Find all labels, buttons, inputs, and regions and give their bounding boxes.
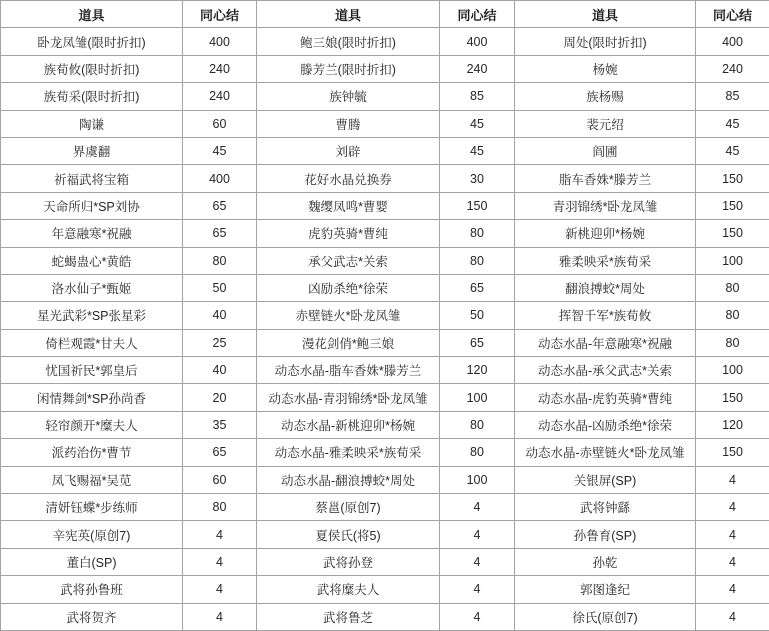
column-header-item-3: 道具 [515,1,696,28]
item-cell: 花好水晶兑换券 [257,165,440,192]
item-cell: 动态水晶-虎豹英骑*曹纯 [515,384,696,411]
value-cell: 60 [183,466,257,493]
value-cell: 150 [440,192,515,219]
value-cell: 80 [440,411,515,438]
value-cell: 100 [696,357,769,384]
item-cell: 裴元绍 [515,110,696,137]
value-cell: 120 [440,357,515,384]
value-cell: 20 [183,384,257,411]
item-cell: 派药治伤*曹节 [1,439,183,466]
item-cell: 孙鲁育(SP) [515,521,696,548]
item-cell: 动态水晶-青羽锦绣*卧龙凤雏 [257,384,440,411]
table-row [1,548,769,575]
value-cell: 4 [440,521,515,548]
value-cell: 80 [696,274,769,301]
item-cell: 洛水仙子*甄姬 [1,274,183,301]
table-row [1,576,769,603]
value-cell: 4 [696,521,769,548]
value-cell: 4 [183,521,257,548]
value-cell: 80 [440,439,515,466]
table-row [1,302,769,329]
item-cell: 族荀攸(限时折扣) [1,55,183,82]
value-cell: 100 [696,247,769,274]
value-cell: 4 [440,494,515,521]
table-body [1,28,769,631]
item-cell: 武将贺齐 [1,603,183,630]
value-cell: 4 [696,603,769,630]
table-row [1,466,769,493]
item-cell: 阎圃 [515,137,696,164]
table-row [1,247,769,274]
value-cell: 150 [696,384,769,411]
item-cell: 承父武志*关索 [257,247,440,274]
table-row [1,329,769,356]
item-cell: 卧龙凤雏(限时折扣) [1,28,183,55]
item-cell: 滕芳兰(限时折扣) [257,55,440,82]
value-cell: 4 [696,466,769,493]
value-cell: 240 [183,55,257,82]
value-cell: 35 [183,411,257,438]
item-cell: 界虞翻 [1,137,183,164]
value-cell: 100 [440,384,515,411]
value-cell: 65 [183,192,257,219]
table-row [1,83,769,110]
value-cell: 150 [696,220,769,247]
value-cell: 45 [440,137,515,164]
value-cell: 400 [183,165,257,192]
value-cell: 30 [440,165,515,192]
item-cell: 凤飞赐福*吴苋 [1,466,183,493]
item-cell: 夏侯氏(将5) [257,521,440,548]
item-cell: 魏缨凤鸣*曹婴 [257,192,440,219]
item-cell: 动态水晶-翻浪搏蛟*周处 [257,466,440,493]
table-row [1,357,769,384]
item-cell: 虎豹英骑*曹纯 [257,220,440,247]
value-cell: 400 [696,28,769,55]
item-cell: 族杨赐 [515,83,696,110]
value-cell: 65 [183,220,257,247]
item-cell: 雅柔映采*族荀采 [515,247,696,274]
item-cell: 徐氏(原创7) [515,603,696,630]
item-cell: 挥智千军*族荀攸 [515,302,696,329]
value-cell: 4 [696,576,769,603]
value-cell: 120 [696,411,769,438]
item-cell: 董白(SP) [1,548,183,575]
table-header [1,1,769,28]
table-row [1,110,769,137]
item-cell: 动态水晶-赤壁链火*卧龙凤雏 [515,439,696,466]
value-cell: 25 [183,329,257,356]
value-cell: 80 [696,329,769,356]
item-cell: 动态水晶-脂车香姝*滕芳兰 [257,357,440,384]
value-cell: 80 [696,302,769,329]
item-cell: 忧国祈民*郭皇后 [1,357,183,384]
value-cell: 40 [183,302,257,329]
table-row [1,603,769,630]
item-cell: 武将孙登 [257,548,440,575]
table-row [1,137,769,164]
table-row [1,220,769,247]
item-cell: 武将孙鲁班 [1,576,183,603]
value-cell: 150 [696,165,769,192]
value-cell: 4 [183,548,257,575]
item-cell: 周处(限时折扣) [515,28,696,55]
item-cell: 年意融寒*祝融 [1,220,183,247]
value-cell: 85 [696,83,769,110]
value-cell: 400 [440,28,515,55]
item-cell: 星光武彩*SP张星彩 [1,302,183,329]
value-cell: 80 [183,494,257,521]
item-cell: 郭图逢纪 [515,576,696,603]
item-cell: 武将鲁芝 [257,603,440,630]
item-cell: 翻浪搏蛟*周处 [515,274,696,301]
item-cell: 刘辟 [257,137,440,164]
item-cell: 曹腾 [257,110,440,137]
value-cell: 100 [440,466,515,493]
column-header-item-1: 道具 [1,1,183,28]
table-row [1,192,769,219]
value-cell: 85 [440,83,515,110]
table-row [1,165,769,192]
table-row [1,439,769,466]
value-cell: 4 [696,548,769,575]
item-cell: 天命所归*SP刘协 [1,192,183,219]
value-cell: 80 [440,220,515,247]
item-cell: 新桃迎卯*杨婉 [515,220,696,247]
item-cell: 祈福武将宝箱 [1,165,183,192]
value-cell: 60 [183,110,257,137]
value-cell: 65 [440,329,515,356]
value-cell: 150 [696,439,769,466]
item-cell: 动态水晶-年意融寒*祝融 [515,329,696,356]
table-row [1,521,769,548]
value-cell: 45 [183,137,257,164]
value-cell: 80 [440,247,515,274]
table-row [1,28,769,55]
value-cell: 4 [440,603,515,630]
value-cell: 4 [696,494,769,521]
item-cell: 族钟毓 [257,83,440,110]
item-cell: 赤壁链火*卧龙凤雏 [257,302,440,329]
value-cell: 240 [696,55,769,82]
table-row [1,55,769,82]
item-cell: 动态水晶-承父武志*关索 [515,357,696,384]
value-cell: 45 [696,137,769,164]
column-header-value-3: 同心结 [696,1,769,28]
value-cell: 40 [183,357,257,384]
table-row [1,384,769,411]
value-cell: 400 [183,28,257,55]
item-cell: 脂车香姝*滕芳兰 [515,165,696,192]
item-cell: 轻帘颜开*糜夫人 [1,411,183,438]
column-header-item-2: 道具 [257,1,440,28]
table-row [1,411,769,438]
header-row [1,1,769,28]
value-cell: 150 [696,192,769,219]
item-cell: 动态水晶-雅柔映采*族荀采 [257,439,440,466]
item-cell: 清妍钰蝶*步练师 [1,494,183,521]
item-cell: 动态水晶-凶励杀绝*徐荣 [515,411,696,438]
item-cell: 动态水晶-新桃迎卯*杨婉 [257,411,440,438]
table-row [1,274,769,301]
item-cell: 武将糜夫人 [257,576,440,603]
value-cell: 4 [440,576,515,603]
item-cell: 蔡邕(原创7) [257,494,440,521]
column-header-value-1: 同心结 [183,1,257,28]
value-cell: 65 [440,274,515,301]
value-cell: 45 [440,110,515,137]
item-cell: 倚栏观霞*甘夫人 [1,329,183,356]
item-cell: 关银屏(SP) [515,466,696,493]
item-cell: 族荀采(限时折扣) [1,83,183,110]
item-cell: 孙乾 [515,548,696,575]
item-cell: 辛宪英(原创7) [1,521,183,548]
table-row [1,494,769,521]
value-cell: 80 [183,247,257,274]
value-cell: 65 [183,439,257,466]
column-header-value-2: 同心结 [440,1,515,28]
item-cell: 杨婉 [515,55,696,82]
item-cell: 蛇蝎蛊心*黄皓 [1,247,183,274]
item-cell: 鲍三娘(限时折扣) [257,28,440,55]
value-cell: 50 [183,274,257,301]
value-cell: 240 [440,55,515,82]
value-cell: 240 [183,83,257,110]
value-cell: 50 [440,302,515,329]
item-cell: 凶励杀绝*徐荣 [257,274,440,301]
value-cell: 4 [440,548,515,575]
value-cell: 45 [696,110,769,137]
item-cell: 武将钟繇 [515,494,696,521]
item-cell: 漫花剑俏*鲍三娘 [257,329,440,356]
item-cell: 闲情舞剑*SP孙尚香 [1,384,183,411]
item-cell: 陶谦 [1,110,183,137]
item-cell: 青羽锦绣*卧龙凤雏 [515,192,696,219]
value-cell: 4 [183,576,257,603]
value-cell: 4 [183,603,257,630]
